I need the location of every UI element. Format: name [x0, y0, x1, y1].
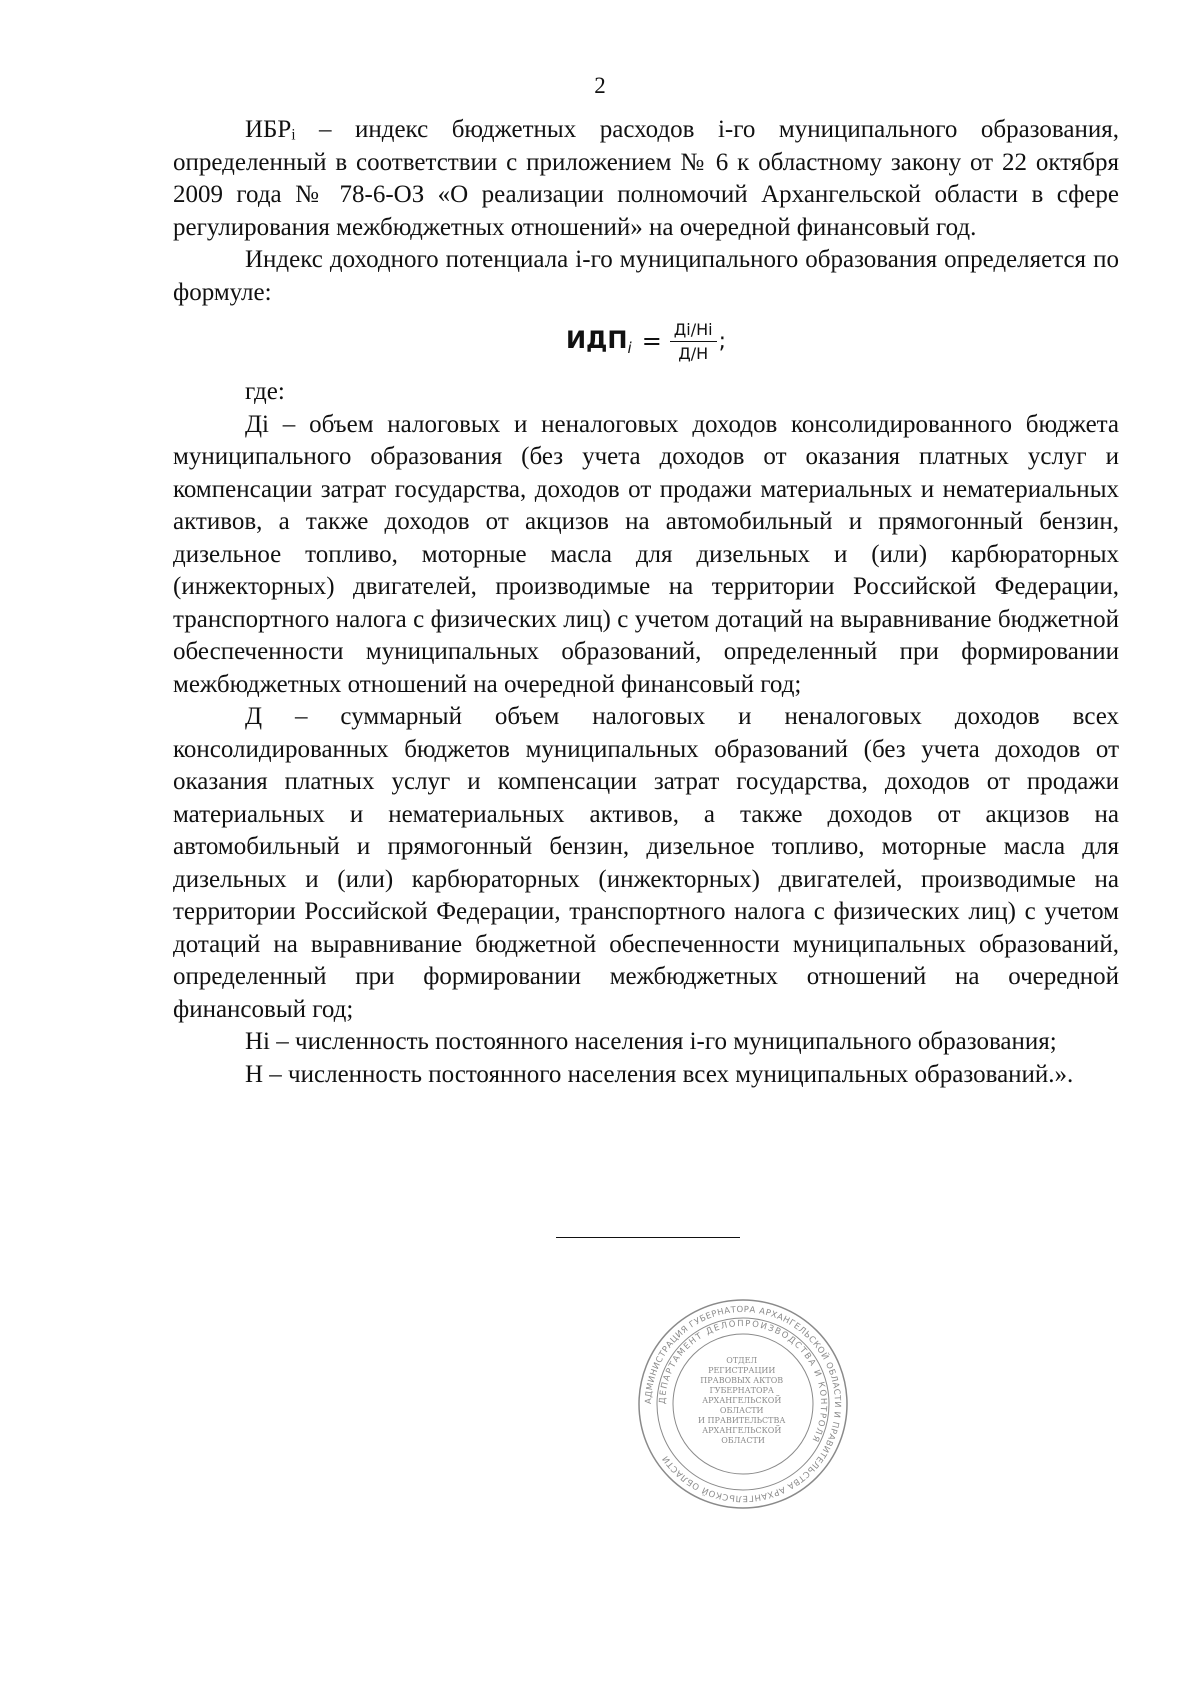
page-number: 2 [594, 73, 606, 98]
document-body [173, 114, 1119, 1091]
formula-lhs-subscript: i [627, 338, 632, 357]
official-seal-stamp [636, 1297, 850, 1511]
signature-line [556, 1237, 740, 1238]
seal-middle-text: ДЕПАРТАМЕНТ ДЕЛОПРОИЗВОДСТВА И КОНТРОЛЯ [657, 1318, 829, 1445]
idp-formula [173, 312, 1119, 370]
formula-denominator: Д/Н [678, 343, 709, 363]
seal-center-text: ОТДЕЛ РЕГИСТРАЦИИ ПРАВОВЫХ АКТОВ ГУБЕРНАТОРА АРХАНГЕЛЬСКОЙ ОБЛАСТИ И ПРАВИТЕЛЬСТВА АРХАНГЕЛЬСКОЙ ОБЛАСТИ [698, 1356, 786, 1445]
paragraph-n-definition: Н – численность постоянного населения всех муниципальных образований.». [245, 1060, 1074, 1088]
formula-equals: = [641, 327, 662, 355]
formula-fraction [670, 320, 717, 363]
seal-outer-text: АДМИНИСТРАЦИЯ ГУБЕРНАТОРА АРХАНГЕЛЬСКОЙ ОБЛАСТИ И ПРАВИТЕЛЬСТВА АРХАНГЕЛЬСКОЙ ОБЛАСТИ [643, 1304, 843, 1504]
paragraph-di-definition: Дi – объем налоговых и неналоговых доходов консолидированного бюджета муниципального образования (без учета доходов от оказания платных услуг и компенсации затрат государства, доходов от продажи материальных и нематериальных активов, а также доходов от акцизов на автомобильный и прямогонный бензин, дизельное топливо, моторные масла для дизельных и (или) карбюраторных (инжекторных) двигателей, производимые на территории Российской Федерации, транспортного налога с физических лиц) с учетом дотаций на выравнивание бюджетной обеспеченности муниципальных образований, определенный при формировании межбюджетных отношений на очередной финансовый год; [173, 410, 1119, 698]
paragraph-idp-intro: Индекс доходного потенциала i-го муниципального образования определяется по формуле: [173, 246, 1119, 306]
formula-numerator: Дi/Нi [670, 320, 717, 342]
paragraph-ibr-definition: ИБРᵢ – индекс бюджетных расходов i-го муниципального образования, определенный в соответствии с приложением № 6 к областному закону от 22 октября 2009 года № 78-6-ОЗ «О реализации полномочий Архангельской области в сфере регулирования межбюджетных отношений» на очередной финансовый год. [173, 116, 1119, 241]
paragraph-where: где: [245, 378, 285, 405]
formula-terminator: ; [718, 328, 727, 354]
paragraph-ni-definition: Нi – численность постоянного населения i-го муниципального образования; [245, 1028, 1057, 1055]
paragraph-d-definition: Д – суммарный объем налоговых и неналоговых доходов всех консолидированных бюджетов муниципальных образований (без учета доходов от оказания платных услуг и компенсации затрат государства, доходов от продажи материальных и нематериальных активов, а также доходов от акцизов на автомобильный и прямогонный бензин, дизельное топливо, моторные масла для дизельных и (или) карбюраторных (инжекторных) двигателей, производимые на территории Российской Федерации, транспортного налога с физических лиц) с учетом дотаций на выравнивание бюджетной обеспеченности муниципальных образований, определенный при формировании межбюджетных отношений на очередной финансовый год; [173, 703, 1119, 1023]
formula-lhs: $ИДП_i$ [565, 325, 632, 357]
